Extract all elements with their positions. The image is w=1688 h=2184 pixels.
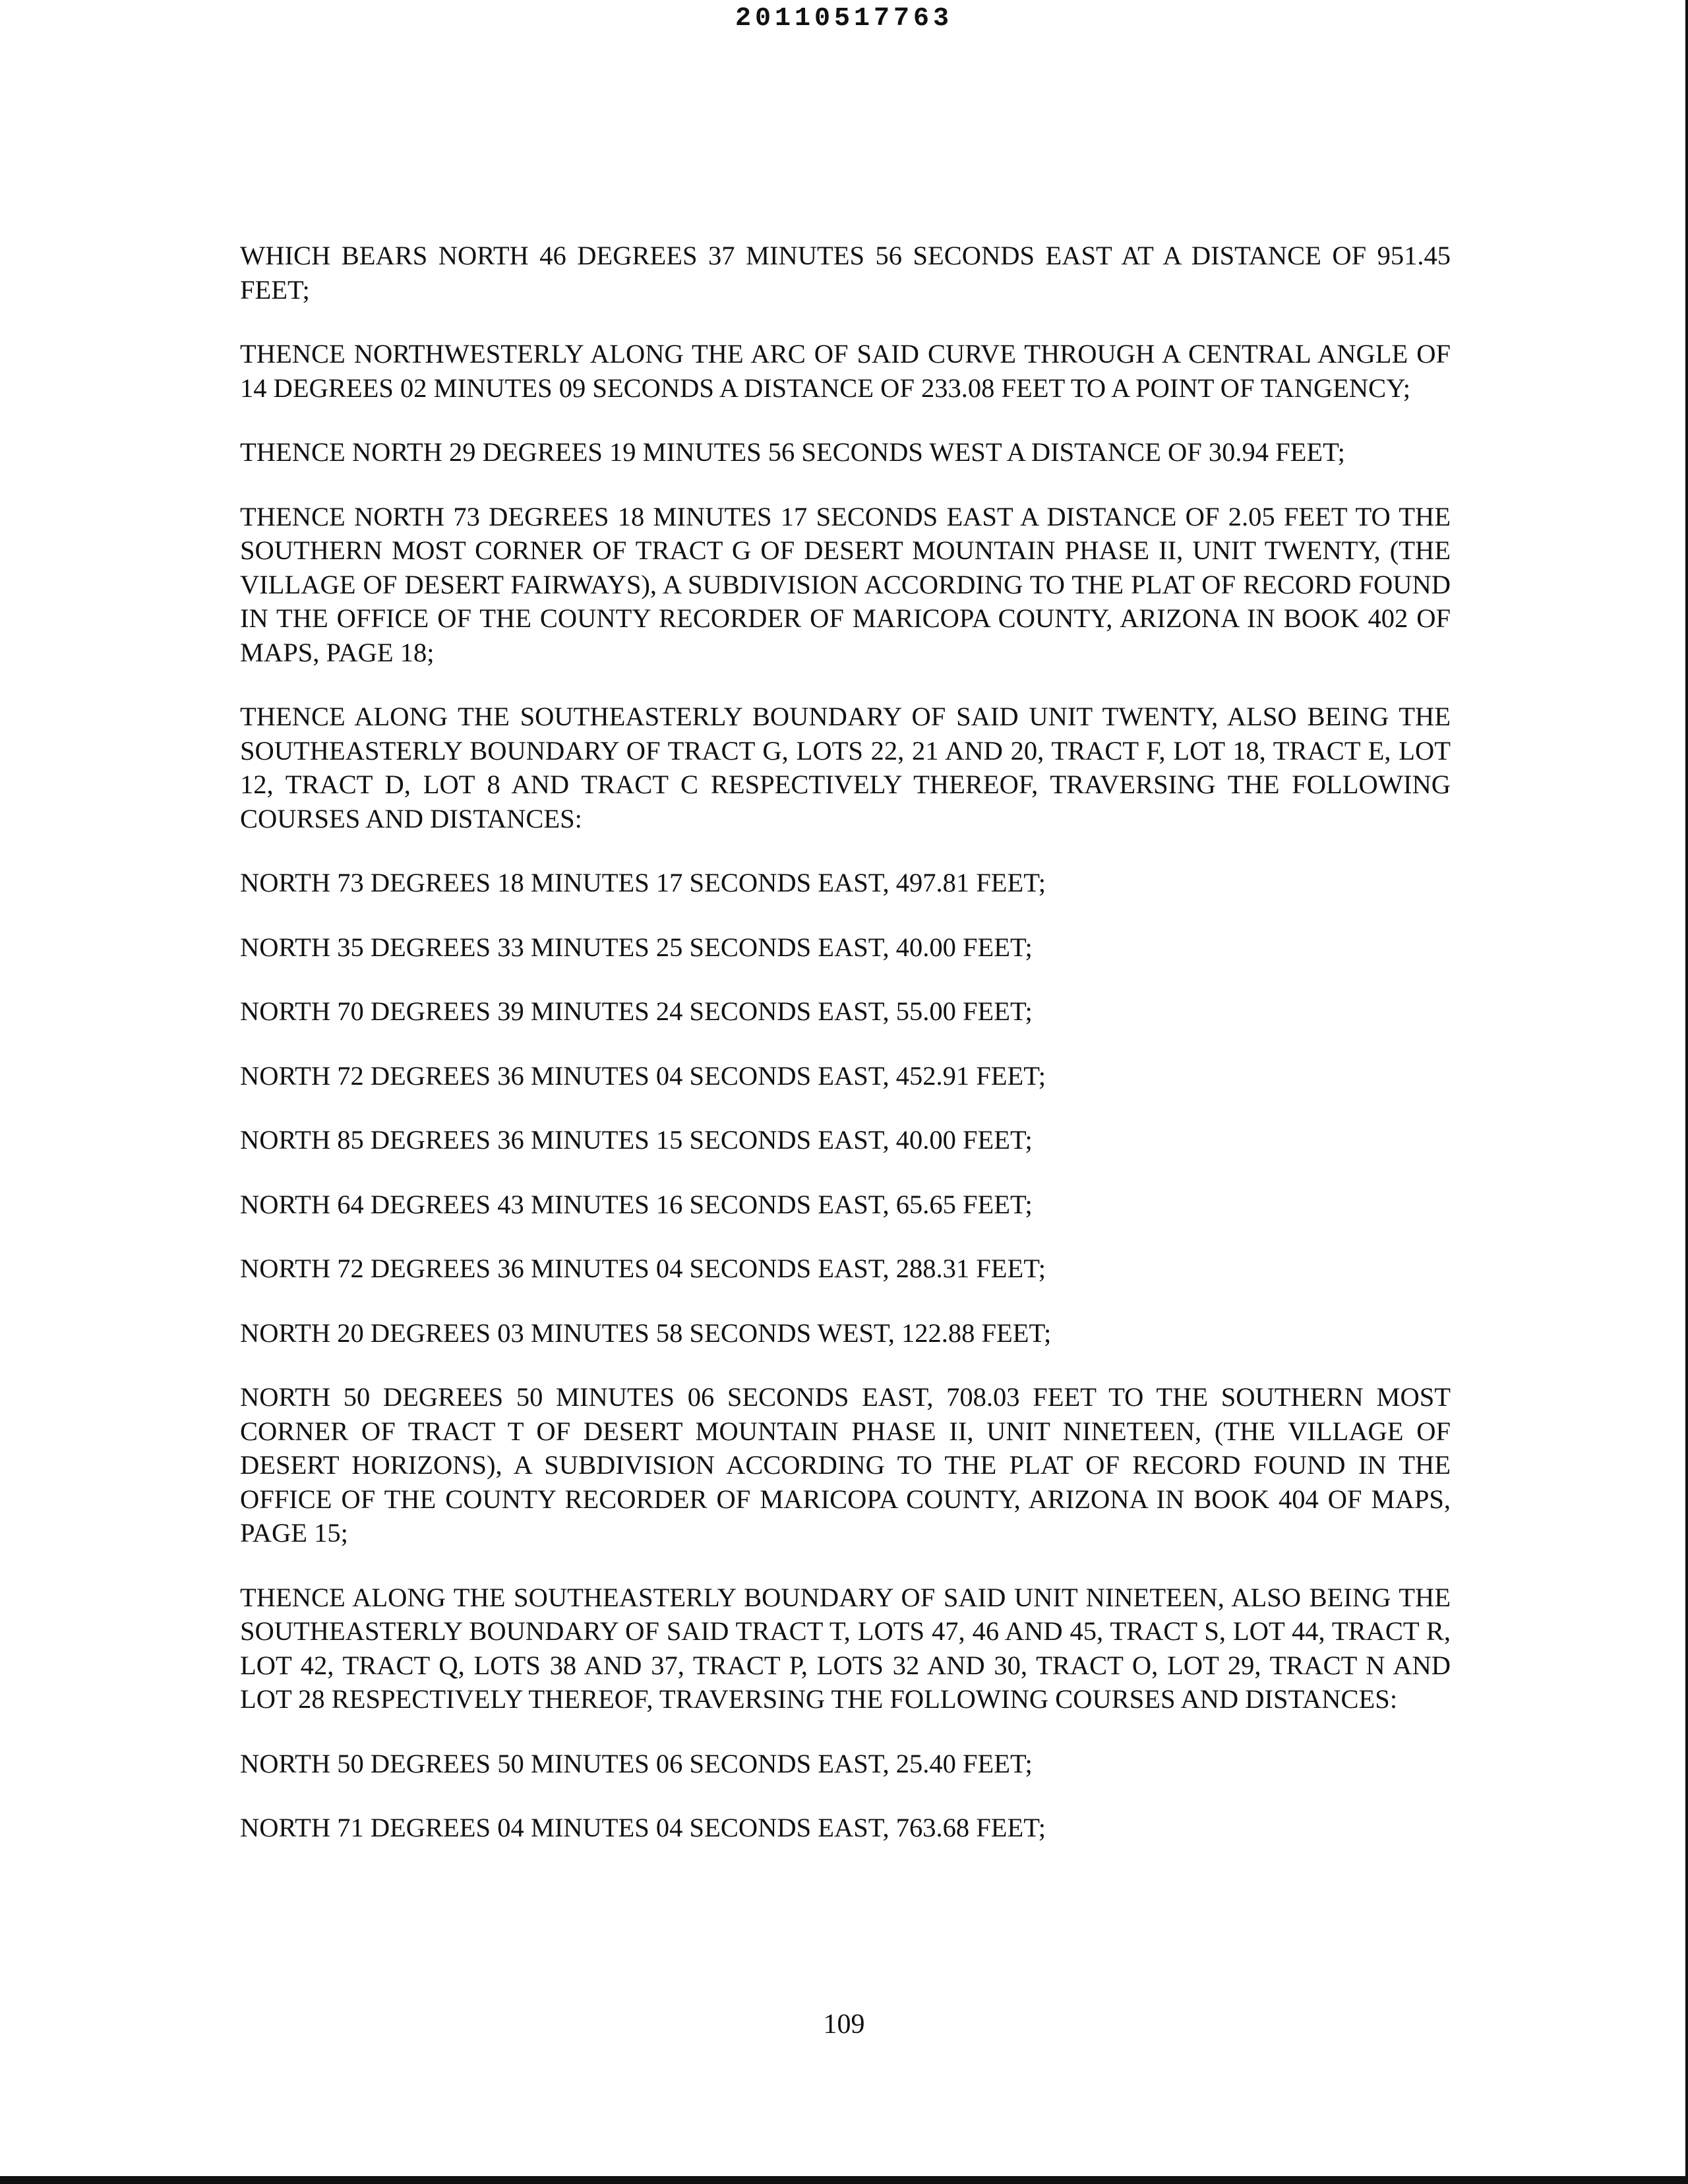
paragraph-course: NORTH 70 DEGREES 39 MINUTES 24 SECONDS EAST, 55.00 FEET; [240,996,1033,1026]
paragraph-unit-nineteen-boundary: THENCE ALONG THE SOUTHEASTERLY BOUNDARY OF SAID UNIT NINETEEN, ALSO BEING THE SOUTHEASTERLY BOUNDARY OF SAID TRACT T, LOTS 47, 46 AND 45, TRACT S, LOT 44, TRACT R, LOT 42, TRACT Q, LOTS 38 AND 37, TRACT P, LOTS 32 AND 30, TRACT O, LOT 29, TRACT N AND LOT 28 RESPECTIVELY THEREOF, TRAVERSING THE FOLLOWING COURSES AND DISTANCES: [240,1582,1451,1714]
paragraph-course: NORTH 72 DEGREES 36 MINUTES 04 SECONDS EAST, 288.31 FEET; [240,1254,1046,1283]
paragraph-course: NORTH 72 DEGREES 36 MINUTES 04 SECONDS EAST, 452.91 FEET; [240,1060,1046,1091]
paragraph-course: THENCE NORTH 29 DEGREES 19 MINUTES 56 SECONDS WEST A DISTANCE OF 30.94 FEET; [240,437,1345,467]
legal-description-body [240,239,1451,1875]
page-number: 109 [823,2009,865,2040]
paragraph-course: NORTH 50 DEGREES 50 MINUTES 06 SECONDS EAST, 25.40 FEET; [240,1748,1033,1778]
document-number: 20110517763 [735,4,953,34]
scan-border-right [1685,0,1688,2184]
paragraph-course: NORTH 85 DEGREES 36 MINUTES 15 SECONDS EAST, 40.00 FEET; [240,1125,1033,1155]
paragraph-course: NORTH 20 DEGREES 03 MINUTES 58 SECONDS WEST, 122.88 FEET; [240,1318,1052,1348]
paragraph-unit-twenty-boundary: THENCE ALONG THE SOUTHEASTERLY BOUNDARY OF SAID UNIT TWENTY, ALSO BEING THE SOUTHEASTERLY BOUNDARY OF TRACT G, LOTS 22, 21 AND 20, TRACT F, LOT 18, TRACT E, LOT 12, TRACT D, LOT 8 AND TRACT C RESPECTIVELY THEREOF, TRAVERSING THE FOLLOWING COURSES AND DISTANCES: [240,702,1451,834]
scan-border-bottom [0,2176,1688,2184]
paragraph-course: NORTH 64 DEGREES 43 MINUTES 16 SECONDS EAST, 65.65 FEET; [240,1189,1033,1219]
paragraph-curve-arc: THENCE NORTHWESTERLY ALONG THE ARC OF SAID CURVE THROUGH A CENTRAL ANGLE OF 14 DEGREES 02 MINUTES 09 SECONDS A DISTANCE OF 233.08 FEET TO A POINT OF TANGENCY; [240,339,1451,403]
paragraph-tract-t-corner: NORTH 50 DEGREES 50 MINUTES 06 SECONDS EAST, 708.03 FEET TO THE SOUTHERN MOST CORNER OF TRACT T OF DESERT MOUNTAIN PHASE II, UNIT NINETEEN, (THE VILLAGE OF DESERT HORIZONS), A SUBDIVISION ACCORDING TO THE PLAT OF RECORD FOUND IN THE OFFICE OF THE COUNTY RECORDER OF MARICOPA COUNTY, ARIZONA IN BOOK 404 OF MAPS, PAGE 15; [240,1382,1451,1548]
paragraph-tract-g-corner: THENCE NORTH 73 DEGREES 18 MINUTES 17 SECONDS EAST A DISTANCE OF 2.05 FEET TO THE SOUTHERN MOST CORNER OF TRACT G OF DESERT MOUNTAIN PHASE II, UNIT TWENTY, (THE VILLAGE OF DESERT FAIRWAYS), A SUBDIVISION ACCORDING TO THE PLAT OF RECORD FOUND IN THE OFFICE OF THE COUNTY RECORDER OF MARICOPA COUNTY, ARIZONA IN BOOK 402 OF MAPS, PAGE 18; [240,501,1451,667]
paragraph-course: NORTH 35 DEGREES 33 MINUTES 25 SECONDS EAST, 40.00 FEET; [240,932,1033,962]
paragraph-course: NORTH 71 DEGREES 04 MINUTES 04 SECONDS EAST, 763.68 FEET; [240,1813,1046,1842]
paragraph-course: NORTH 73 DEGREES 18 MINUTES 17 SECONDS EAST, 497.81 FEET; [240,868,1046,897]
paragraph-bearing-continuation: WHICH BEARS NORTH 46 DEGREES 37 MINUTES 56 SECONDS EAST AT A DISTANCE OF 951.45 FEET; [240,241,1451,305]
